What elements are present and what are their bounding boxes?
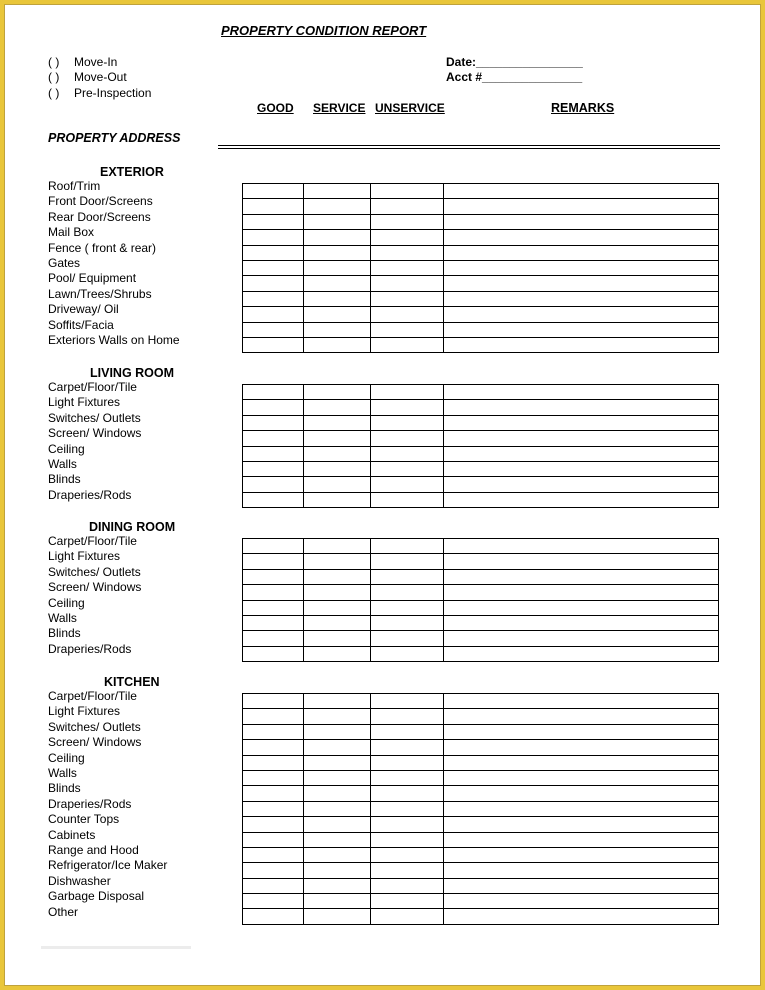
table-row xyxy=(243,724,719,739)
watermark-mark: ▬▬▬▬▬▬▬▬▬▬▬▬▬▬▬ xyxy=(41,941,191,952)
unservice-cell[interactable] xyxy=(371,878,444,893)
table-row xyxy=(243,585,719,600)
unservice-cell[interactable] xyxy=(371,199,444,214)
item-label: Walls xyxy=(48,457,77,471)
service-cell[interactable] xyxy=(304,477,371,492)
service-cell[interactable] xyxy=(304,245,371,260)
unservice-cell[interactable] xyxy=(371,385,444,400)
unservice-cell[interactable] xyxy=(371,260,444,275)
good-cell[interactable] xyxy=(243,801,304,816)
service-cell[interactable] xyxy=(304,307,371,322)
remarks-cell[interactable] xyxy=(444,199,719,214)
good-cell[interactable] xyxy=(243,832,304,847)
remarks-cell[interactable] xyxy=(444,431,719,446)
remarks-cell[interactable] xyxy=(444,400,719,415)
remarks-cell[interactable] xyxy=(444,322,719,337)
acct-field[interactable]: Acct #_______________ xyxy=(446,70,583,84)
remarks-cell[interactable] xyxy=(444,631,719,646)
item-label: Blinds xyxy=(48,626,81,641)
item-label: Fence ( front & rear) xyxy=(48,240,157,255)
section-title-kitchen: KITCHEN xyxy=(104,675,160,689)
service-cell[interactable] xyxy=(304,446,371,461)
table-row xyxy=(243,276,719,291)
remarks-cell[interactable] xyxy=(444,740,719,755)
condition-grid-living-room xyxy=(242,384,719,508)
unservice-cell[interactable] xyxy=(371,694,444,709)
move-out-label: Move-Out xyxy=(74,70,127,84)
service-cell[interactable] xyxy=(304,786,371,801)
service-cell[interactable] xyxy=(304,801,371,816)
item-label: Draperies/Rods xyxy=(48,641,132,656)
unservice-cell[interactable] xyxy=(371,569,444,584)
table-row xyxy=(243,786,719,801)
item-label: Switches/ Outlets xyxy=(48,410,141,425)
unservice-cell[interactable] xyxy=(371,709,444,724)
unservice-cell[interactable] xyxy=(371,322,444,337)
table-row xyxy=(243,214,719,229)
item-label: Lawn/Trees/Shrubs xyxy=(48,286,152,301)
item-label: Walls xyxy=(48,766,77,780)
service-cell[interactable] xyxy=(304,385,371,400)
property-address-label: PROPERTY ADDRESS xyxy=(48,131,181,145)
service-cell[interactable] xyxy=(304,878,371,893)
col-header-unservice: UNSERVICE xyxy=(375,101,445,115)
good-cell[interactable] xyxy=(243,214,304,229)
table-row xyxy=(243,817,719,832)
unservice-cell[interactable] xyxy=(371,847,444,862)
item-label: Exteriors Walls on Home xyxy=(48,333,180,347)
remarks-cell[interactable] xyxy=(444,184,719,199)
good-cell[interactable] xyxy=(243,322,304,337)
item-label: Counter Tops xyxy=(48,812,120,827)
remarks-cell[interactable] xyxy=(444,260,719,275)
table-row xyxy=(243,184,719,199)
unservice-cell[interactable] xyxy=(371,245,444,260)
unservice-cell[interactable] xyxy=(371,832,444,847)
unservice-cell[interactable] xyxy=(371,291,444,306)
move-out-checkbox[interactable]: ( ) xyxy=(48,70,60,84)
good-cell[interactable] xyxy=(243,755,304,770)
table-row xyxy=(243,770,719,785)
table-row xyxy=(243,461,719,476)
table-row xyxy=(243,245,719,260)
table-row xyxy=(243,709,719,724)
remarks-cell[interactable] xyxy=(444,801,719,816)
service-cell[interactable] xyxy=(304,600,371,615)
table-row xyxy=(243,230,719,245)
item-label: Screen/ Windows xyxy=(48,426,142,441)
item-label: Soffits/Facia xyxy=(48,317,114,332)
remarks-cell[interactable] xyxy=(444,832,719,847)
unservice-cell[interactable] xyxy=(371,461,444,476)
unservice-cell[interactable] xyxy=(371,894,444,909)
good-cell[interactable] xyxy=(243,199,304,214)
good-cell[interactable] xyxy=(243,337,304,352)
table-row xyxy=(243,307,719,322)
remarks-cell[interactable] xyxy=(444,461,719,476)
remarks-cell[interactable] xyxy=(444,909,719,924)
unservice-cell[interactable] xyxy=(371,446,444,461)
unservice-cell[interactable] xyxy=(371,492,444,507)
good-cell[interactable] xyxy=(243,446,304,461)
good-cell[interactable] xyxy=(243,724,304,739)
section-title-exterior: EXTERIOR xyxy=(100,165,164,179)
unservice-cell[interactable] xyxy=(371,817,444,832)
good-cell[interactable] xyxy=(243,291,304,306)
item-label: Draperies/Rods xyxy=(48,487,132,502)
service-cell[interactable] xyxy=(304,569,371,584)
remarks-cell[interactable] xyxy=(444,709,719,724)
remarks-cell[interactable] xyxy=(444,245,719,260)
table-row xyxy=(243,847,719,862)
item-label: Driveway/ Oil xyxy=(48,302,119,317)
unservice-cell[interactable] xyxy=(371,909,444,924)
unservice-cell[interactable] xyxy=(371,539,444,554)
item-label: Rear Door/Screens xyxy=(48,209,151,224)
table-row xyxy=(243,755,719,770)
good-cell[interactable] xyxy=(243,245,304,260)
remarks-cell[interactable] xyxy=(444,230,719,245)
service-cell[interactable] xyxy=(304,415,371,430)
remarks-cell[interactable] xyxy=(444,755,719,770)
good-cell[interactable] xyxy=(243,307,304,322)
item-label: Carpet/Floor/Tile xyxy=(48,380,137,394)
service-cell[interactable] xyxy=(304,322,371,337)
service-cell[interactable] xyxy=(304,291,371,306)
service-cell[interactable] xyxy=(304,539,371,554)
table-row xyxy=(243,539,719,554)
item-label: Walls xyxy=(48,611,77,625)
report-page xyxy=(4,4,761,986)
service-cell[interactable] xyxy=(304,909,371,924)
item-label: Cabinets xyxy=(48,827,96,842)
condition-grid-kitchen xyxy=(242,693,719,925)
remarks-cell[interactable] xyxy=(444,646,719,661)
remarks-cell[interactable] xyxy=(444,337,719,352)
good-cell[interactable] xyxy=(243,615,304,630)
item-label: Garbage Disposal xyxy=(48,889,145,904)
good-cell[interactable] xyxy=(243,740,304,755)
item-label: Gates xyxy=(48,256,81,270)
good-cell[interactable] xyxy=(243,878,304,893)
table-row xyxy=(243,400,719,415)
good-cell[interactable] xyxy=(243,709,304,724)
item-label: Ceiling xyxy=(48,750,85,765)
table-row xyxy=(243,322,719,337)
good-cell[interactable] xyxy=(243,461,304,476)
unservice-cell[interactable] xyxy=(371,600,444,615)
pre-inspection-checkbox[interactable]: ( ) xyxy=(48,86,60,100)
service-cell[interactable] xyxy=(304,832,371,847)
unservice-cell[interactable] xyxy=(371,755,444,770)
unservice-cell[interactable] xyxy=(371,740,444,755)
item-label: Light Fixtures xyxy=(48,549,121,564)
table-row xyxy=(243,615,719,630)
move-in-label: Move-In xyxy=(74,55,118,69)
remarks-cell[interactable] xyxy=(444,817,719,832)
item-label: Refrigerator/Ice Maker xyxy=(48,858,168,873)
service-cell[interactable] xyxy=(304,724,371,739)
item-label: Other xyxy=(48,904,79,919)
item-label: Light Fixtures xyxy=(48,704,121,719)
unservice-cell[interactable] xyxy=(371,863,444,878)
table-row xyxy=(243,291,719,306)
service-cell[interactable] xyxy=(304,492,371,507)
item-label: Pool/ Equipment xyxy=(48,271,137,286)
good-cell[interactable] xyxy=(243,415,304,430)
item-label: Blinds xyxy=(48,472,81,487)
good-cell[interactable] xyxy=(243,569,304,584)
table-row xyxy=(243,740,719,755)
remarks-cell[interactable] xyxy=(444,539,719,554)
date-field[interactable]: Date:________________ xyxy=(446,55,583,69)
table-row xyxy=(243,415,719,430)
remarks-cell[interactable] xyxy=(444,307,719,322)
table-row xyxy=(243,894,719,909)
good-cell[interactable] xyxy=(243,786,304,801)
unservice-cell[interactable] xyxy=(371,477,444,492)
item-label: Roof/Trim xyxy=(48,179,101,193)
col-header-remarks: REMARKS xyxy=(551,101,615,115)
unservice-cell[interactable] xyxy=(371,276,444,291)
item-label: Mail Box xyxy=(48,225,95,240)
remarks-cell[interactable] xyxy=(444,214,719,229)
section-title-living-room: LIVING ROOM xyxy=(90,366,175,380)
unservice-cell[interactable] xyxy=(371,184,444,199)
table-row xyxy=(243,492,719,507)
unservice-cell[interactable] xyxy=(371,337,444,352)
service-cell[interactable] xyxy=(304,740,371,755)
remarks-cell[interactable] xyxy=(444,585,719,600)
move-in-checkbox[interactable]: ( ) xyxy=(48,55,60,69)
remarks-cell[interactable] xyxy=(444,847,719,862)
section-title-dining-room: DINING ROOM xyxy=(89,520,176,534)
item-label: Switches/ Outlets xyxy=(48,719,141,734)
unservice-cell[interactable] xyxy=(371,214,444,229)
service-cell[interactable] xyxy=(304,431,371,446)
good-cell[interactable] xyxy=(243,492,304,507)
unservice-cell[interactable] xyxy=(371,646,444,661)
remarks-cell[interactable] xyxy=(444,786,719,801)
item-label: Ceiling xyxy=(48,595,85,610)
service-cell[interactable] xyxy=(304,894,371,909)
good-cell[interactable] xyxy=(243,863,304,878)
good-cell[interactable] xyxy=(243,276,304,291)
item-label: Screen/ Windows xyxy=(48,580,142,595)
service-cell[interactable] xyxy=(304,709,371,724)
good-cell[interactable] xyxy=(243,184,304,199)
table-row xyxy=(243,694,719,709)
service-cell[interactable] xyxy=(304,817,371,832)
remarks-cell[interactable] xyxy=(444,477,719,492)
table-row xyxy=(243,446,719,461)
remarks-cell[interactable] xyxy=(444,694,719,709)
service-cell[interactable] xyxy=(304,337,371,352)
good-cell[interactable] xyxy=(243,770,304,785)
remarks-cell[interactable] xyxy=(444,446,719,461)
table-row xyxy=(243,631,719,646)
good-cell[interactable] xyxy=(243,817,304,832)
move-in-option[interactable] xyxy=(48,55,117,69)
good-cell[interactable] xyxy=(243,909,304,924)
service-cell[interactable] xyxy=(304,631,371,646)
service-cell[interactable] xyxy=(304,694,371,709)
service-cell[interactable] xyxy=(304,554,371,569)
table-row xyxy=(243,863,719,878)
condition-grid-exterior xyxy=(242,183,719,353)
good-cell[interactable] xyxy=(243,554,304,569)
service-cell[interactable] xyxy=(304,184,371,199)
good-cell[interactable] xyxy=(243,694,304,709)
table-row xyxy=(243,337,719,352)
good-cell[interactable] xyxy=(243,539,304,554)
unservice-cell[interactable] xyxy=(371,431,444,446)
unservice-cell[interactable] xyxy=(371,585,444,600)
remarks-cell[interactable] xyxy=(444,600,719,615)
item-label: Screen/ Windows xyxy=(48,735,142,750)
property-address-line[interactable] xyxy=(218,145,720,149)
unservice-cell[interactable] xyxy=(371,400,444,415)
remarks-cell[interactable] xyxy=(444,878,719,893)
table-row xyxy=(243,199,719,214)
item-label: Switches/ Outlets xyxy=(48,564,141,579)
service-cell[interactable] xyxy=(304,230,371,245)
remarks-cell[interactable] xyxy=(444,415,719,430)
service-cell[interactable] xyxy=(304,461,371,476)
col-header-good: GOOD xyxy=(257,101,294,115)
service-cell[interactable] xyxy=(304,585,371,600)
service-cell[interactable] xyxy=(304,260,371,275)
table-row xyxy=(243,477,719,492)
service-cell[interactable] xyxy=(304,276,371,291)
pre-inspection-label: Pre-Inspection xyxy=(74,86,152,100)
item-label: Draperies/Rods xyxy=(48,796,132,811)
remarks-cell[interactable] xyxy=(444,291,719,306)
table-row xyxy=(243,832,719,847)
report-title: PROPERTY CONDITION REPORT xyxy=(221,23,427,38)
table-row xyxy=(243,878,719,893)
good-cell[interactable] xyxy=(243,646,304,661)
table-row xyxy=(243,385,719,400)
table-row xyxy=(243,431,719,446)
unservice-cell[interactable] xyxy=(371,615,444,630)
service-cell[interactable] xyxy=(304,847,371,862)
table-row xyxy=(243,260,719,275)
remarks-cell[interactable] xyxy=(444,724,719,739)
good-cell[interactable] xyxy=(243,894,304,909)
remarks-cell[interactable] xyxy=(444,615,719,630)
col-header-service: SERVICE xyxy=(313,101,366,115)
table-row xyxy=(243,600,719,615)
table-row xyxy=(243,801,719,816)
remarks-cell[interactable] xyxy=(444,554,719,569)
good-cell[interactable] xyxy=(243,400,304,415)
unservice-cell[interactable] xyxy=(371,631,444,646)
unservice-cell[interactable] xyxy=(371,415,444,430)
move-out-option[interactable] xyxy=(48,70,127,84)
service-cell[interactable] xyxy=(304,755,371,770)
service-cell[interactable] xyxy=(304,770,371,785)
good-cell[interactable] xyxy=(243,631,304,646)
item-label: Front Door/Screens xyxy=(48,194,153,209)
good-cell[interactable] xyxy=(243,847,304,862)
good-cell[interactable] xyxy=(243,477,304,492)
item-label: Carpet/Floor/Tile xyxy=(48,689,137,703)
service-cell[interactable] xyxy=(304,199,371,214)
remarks-cell[interactable] xyxy=(444,863,719,878)
unservice-cell[interactable] xyxy=(371,770,444,785)
condition-grid-dining-room xyxy=(242,538,719,662)
unservice-cell[interactable] xyxy=(371,554,444,569)
service-cell[interactable] xyxy=(304,400,371,415)
table-row xyxy=(243,646,719,661)
unservice-cell[interactable] xyxy=(371,230,444,245)
table-row xyxy=(243,569,719,584)
remarks-cell[interactable] xyxy=(444,276,719,291)
item-label: Light Fixtures xyxy=(48,395,121,410)
unservice-cell[interactable] xyxy=(371,786,444,801)
table-row xyxy=(243,909,719,924)
remarks-cell[interactable] xyxy=(444,894,719,909)
item-label: Dishwasher xyxy=(48,873,111,888)
unservice-cell[interactable] xyxy=(371,307,444,322)
service-cell[interactable] xyxy=(304,646,371,661)
item-label: Range and Hood xyxy=(48,843,139,857)
remarks-cell[interactable] xyxy=(444,492,719,507)
remarks-cell[interactable] xyxy=(444,770,719,785)
unservice-cell[interactable] xyxy=(371,724,444,739)
table-row xyxy=(243,554,719,569)
good-cell[interactable] xyxy=(243,585,304,600)
good-cell[interactable] xyxy=(243,260,304,275)
service-cell[interactable] xyxy=(304,863,371,878)
service-cell[interactable] xyxy=(304,214,371,229)
remarks-cell[interactable] xyxy=(444,569,719,584)
item-label: Ceiling xyxy=(48,441,85,456)
service-cell[interactable] xyxy=(304,615,371,630)
good-cell[interactable] xyxy=(243,600,304,615)
item-label: Carpet/Floor/Tile xyxy=(48,534,137,548)
remarks-cell[interactable] xyxy=(444,385,719,400)
unservice-cell[interactable] xyxy=(371,801,444,816)
good-cell[interactable] xyxy=(243,431,304,446)
pre-inspection-option[interactable] xyxy=(48,86,151,100)
good-cell[interactable] xyxy=(243,385,304,400)
good-cell[interactable] xyxy=(243,230,304,245)
item-label: Blinds xyxy=(48,781,81,796)
